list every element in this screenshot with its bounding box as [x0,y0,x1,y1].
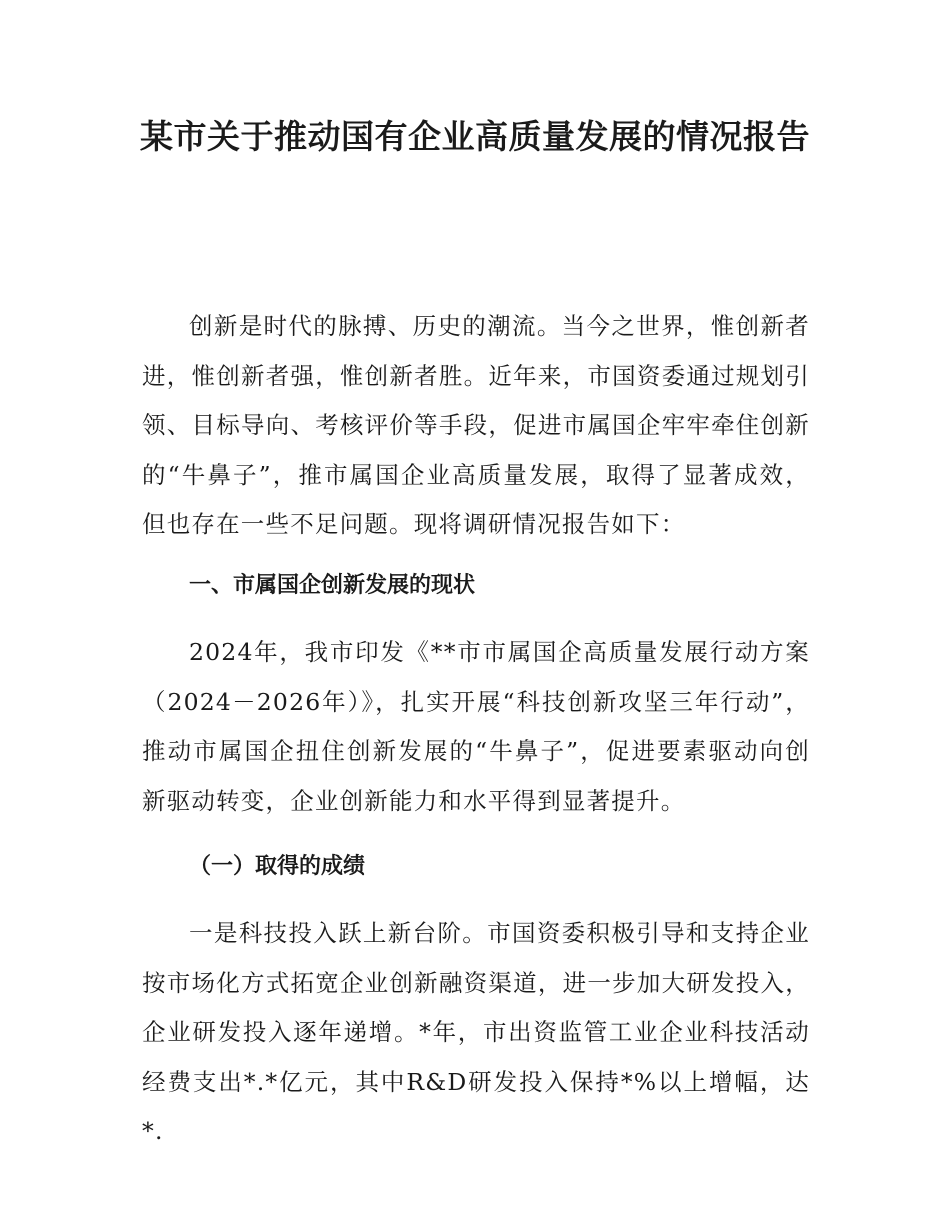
achievement-paragraph: 一是科技投入跃上新台阶。市国资委积极引导和支持企业按市场化方式拓宽企业创新融资渠道，进一步加大研发投入，企业研发投入逐年递增。*年，市出资监管工业企业科技活动经费支出*.*亿元，其中R&D研发投入保持*%以上增幅，达*. [142,919,810,1145]
document-title: 某市关于推动国有企业高质量发展的情况报告 [140,117,810,156]
section-heading: 一、市属国企创新发展的现状 [189,573,476,598]
section-paragraph: 2024年，我市印发《**市市属国企高质量发展行动方案（2024－2026年）》，扎实开展“科技创新攻坚三年行动”，推动市属国企扭住创新发展的“牛鼻子”，促进要素驱动向创新驱动转变，企业创新能力和水平得到显著提升。 [142,638,810,815]
intro-paragraph: 创新是时代的脉搏、历史的潮流。当今之世界，惟创新者进，惟创新者强，惟创新者胜。近年来，市国资委通过规划引领、目标导向、考核评价等手段，促进市属国企牢牢牵住创新的“牛鼻子”，推市属国企业高质量发展，取得了显著成效，但也存在一些不足问题。现将调研情况报告如下： [142,312,810,538]
subsection-heading: （一）取得的成绩 [189,854,366,879]
